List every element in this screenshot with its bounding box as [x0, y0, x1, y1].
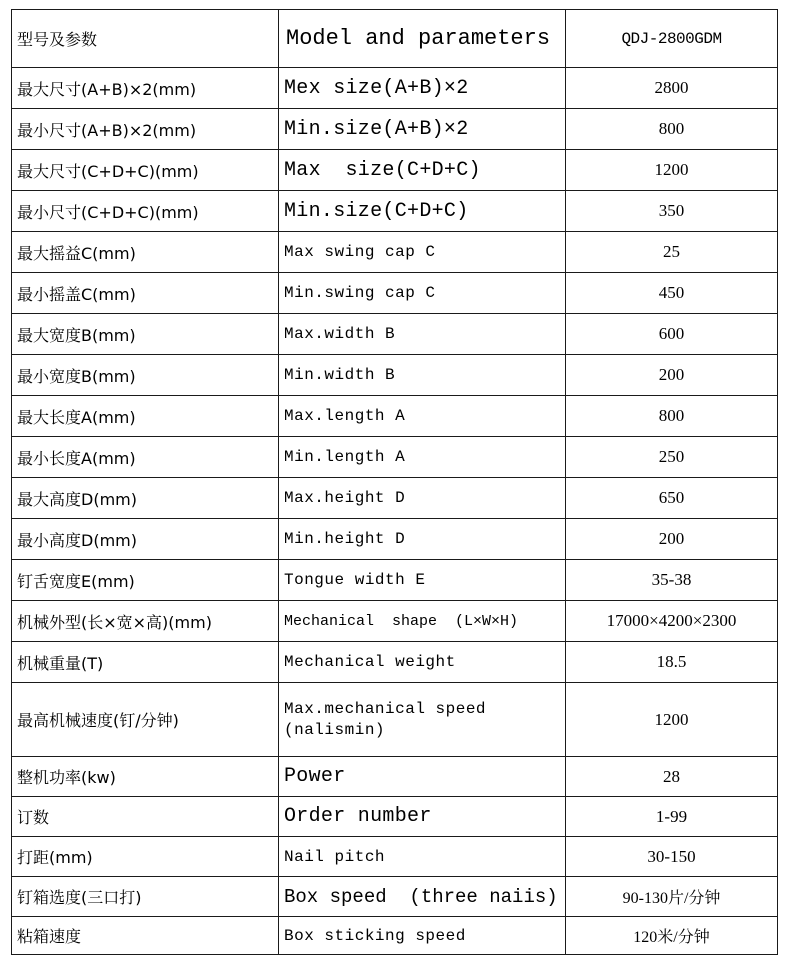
param-en: Max.mechanical speed (nalismin) [279, 683, 566, 757]
param-en: Box sticking speed [279, 917, 566, 955]
table-row [12, 437, 778, 478]
param-en: Min.height D [279, 519, 566, 560]
param-zh: 最大尺寸(A+B)×2(mm) [12, 68, 279, 109]
table-row [12, 642, 778, 683]
param-zh: 最小宽度B(mm) [12, 355, 279, 396]
table-row [12, 757, 778, 797]
param-zh: 钉舌宽度E(mm) [12, 560, 279, 601]
header-zh: 型号及参数 [12, 10, 279, 68]
param-zh: 最大尺寸(C+D+C)(mm) [12, 150, 279, 191]
param-zh: 打距(mm) [12, 837, 279, 877]
param-value: 800 [566, 109, 778, 150]
param-zh: 最小尺寸(C+D+C)(mm) [12, 191, 279, 232]
table-row [12, 232, 778, 273]
param-en: Mex size(A+B)×2 [279, 68, 566, 109]
param-zh: 最高机械速度(钉/分钟) [12, 683, 279, 757]
param-en: Power [279, 757, 566, 797]
table-row [12, 191, 778, 232]
header-en: Model and parameters [279, 10, 566, 68]
param-zh: 粘箱速度 [12, 917, 279, 955]
param-en: Tongue width E [279, 560, 566, 601]
table-row [12, 273, 778, 314]
param-en: Max size(C+D+C) [279, 150, 566, 191]
param-value: 350 [566, 191, 778, 232]
param-zh: 订数 [12, 797, 279, 837]
param-value: 450 [566, 273, 778, 314]
param-value: 28 [566, 757, 778, 797]
param-zh: 最小尺寸(A+B)×2(mm) [12, 109, 279, 150]
param-en: Min.swing cap C [279, 273, 566, 314]
table-row [12, 150, 778, 191]
param-value: 1-99 [566, 797, 778, 837]
param-value: 800 [566, 396, 778, 437]
param-zh: 机械重量(T) [12, 642, 279, 683]
param-zh: 最大摇益C(mm) [12, 232, 279, 273]
param-zh: 最大宽度B(mm) [12, 314, 279, 355]
table-row [12, 314, 778, 355]
table-row [12, 355, 778, 396]
table-row [12, 396, 778, 437]
table-row [12, 68, 778, 109]
param-en: Min.size(A+B)×2 [279, 109, 566, 150]
param-en: Max.height D [279, 478, 566, 519]
param-en: Mechanical shape (L×W×H) [279, 601, 566, 642]
param-en: Box speed (three naiis) [279, 877, 566, 917]
param-value: 30-150 [566, 837, 778, 877]
param-value: 17000×4200×2300 [566, 601, 778, 642]
param-value: 25 [566, 232, 778, 273]
table-row [12, 478, 778, 519]
header-model: QDJ-2800GDM [566, 10, 778, 68]
param-value: 2800 [566, 68, 778, 109]
param-value: 650 [566, 478, 778, 519]
param-en: Mechanical weight [279, 642, 566, 683]
param-en: Min.length A [279, 437, 566, 478]
table-row [12, 519, 778, 560]
table-row [12, 109, 778, 150]
param-en: Max.length A [279, 396, 566, 437]
param-zh: 最小高度D(mm) [12, 519, 279, 560]
param-en: Min.size(C+D+C) [279, 191, 566, 232]
param-value: 18.5 [566, 642, 778, 683]
spec-table [11, 9, 778, 955]
param-zh: 机械外型(长×宽×高)(mm) [12, 601, 279, 642]
param-en: Max swing cap C [279, 232, 566, 273]
param-en: Max.width B [279, 314, 566, 355]
param-zh: 最小长度A(mm) [12, 437, 279, 478]
param-value: 1200 [566, 150, 778, 191]
param-value: 250 [566, 437, 778, 478]
table-row [12, 683, 778, 757]
param-zh: 钉箱选度(三口打) [12, 877, 279, 917]
param-value: 90-130片/分钟 [566, 877, 778, 917]
param-zh: 整机功率(kw) [12, 757, 279, 797]
param-en: Order number [279, 797, 566, 837]
param-value: 35-38 [566, 560, 778, 601]
param-value: 120米/分钟 [566, 917, 778, 955]
param-value: 600 [566, 314, 778, 355]
param-value: 1200 [566, 683, 778, 757]
param-value: 200 [566, 355, 778, 396]
param-zh: 最大高度D(mm) [12, 478, 279, 519]
param-zh: 最小摇盖C(mm) [12, 273, 279, 314]
param-en: Nail pitch [279, 837, 566, 877]
table-row [12, 877, 778, 917]
table-row [12, 917, 778, 955]
param-value: 200 [566, 519, 778, 560]
param-en: Min.width B [279, 355, 566, 396]
table-row [12, 837, 778, 877]
param-zh: 最大长度A(mm) [12, 396, 279, 437]
table-row [12, 797, 778, 837]
table-row [12, 601, 778, 642]
header-row [12, 10, 778, 68]
table-row [12, 560, 778, 601]
